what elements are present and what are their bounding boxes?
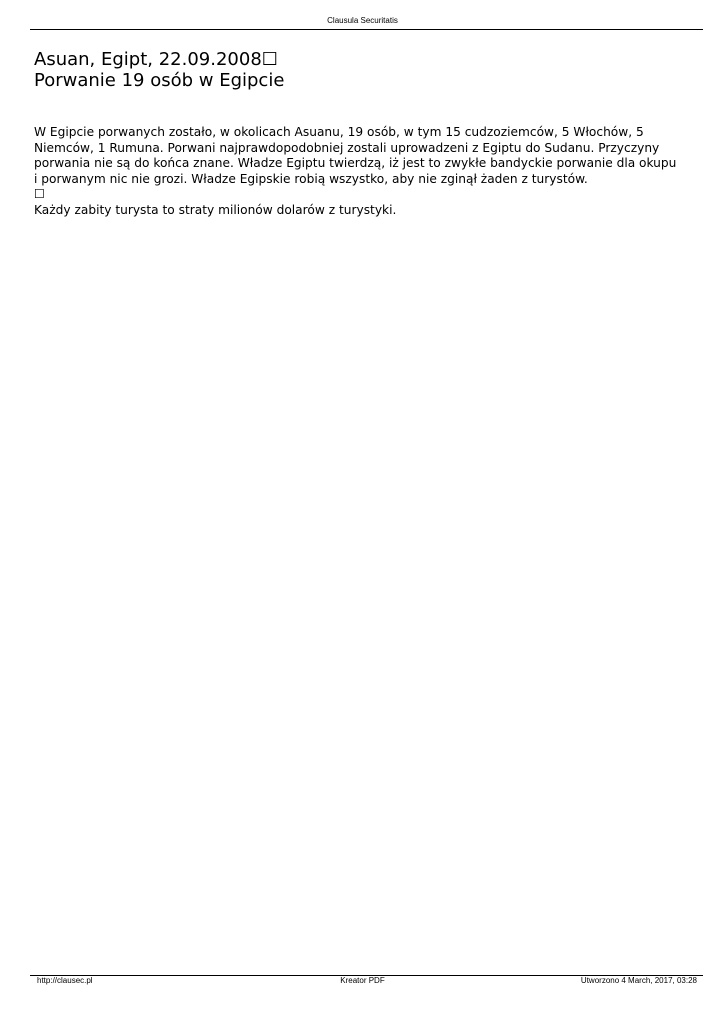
article-body — [34, 125, 694, 218]
article-title-line-2: Porwanie 19 osób w Egipcie — [34, 70, 285, 92]
article-title — [34, 49, 694, 91]
body-line: i porwanym nic nie grozi. Władze Egipskie robią wszystko, aby nie zginął żaden z turystów. — [34, 171, 588, 186]
header-title: Clausula Securitatis — [327, 16, 398, 25]
article-title-line-1: Asuan, Egipt, 22.09.2008☐ — [34, 49, 278, 71]
body-line: Każdy zabity turysta to straty milionów dolarów z turystyki. — [34, 202, 397, 217]
body-line: ☐ — [34, 187, 45, 201]
footer-url: http://clausec.pl — [37, 976, 93, 985]
body-line: Niemców, 1 Rumuna. Porwani najprawdopodobniej zostali uprowadzeni z Egiptu do Sudanu. Przyczyny — [34, 140, 660, 155]
body-line: porwania nie są do końca znane. Władze Egiptu twierdzą, iż jest to zwykłe bandyckie porwanie dla okupu — [34, 156, 677, 170]
footer-generator: Kreator PDF — [340, 976, 385, 985]
body-line: W Egipcie porwanych zostało, w okolicach Asuanu, 19 osób, w tym 15 cudzoziemców, 5 Włochów, 5 — [34, 125, 644, 139]
header-rule — [30, 29, 703, 30]
footer-created: Utworzono 4 March, 2017, 03:28 — [580, 976, 697, 985]
